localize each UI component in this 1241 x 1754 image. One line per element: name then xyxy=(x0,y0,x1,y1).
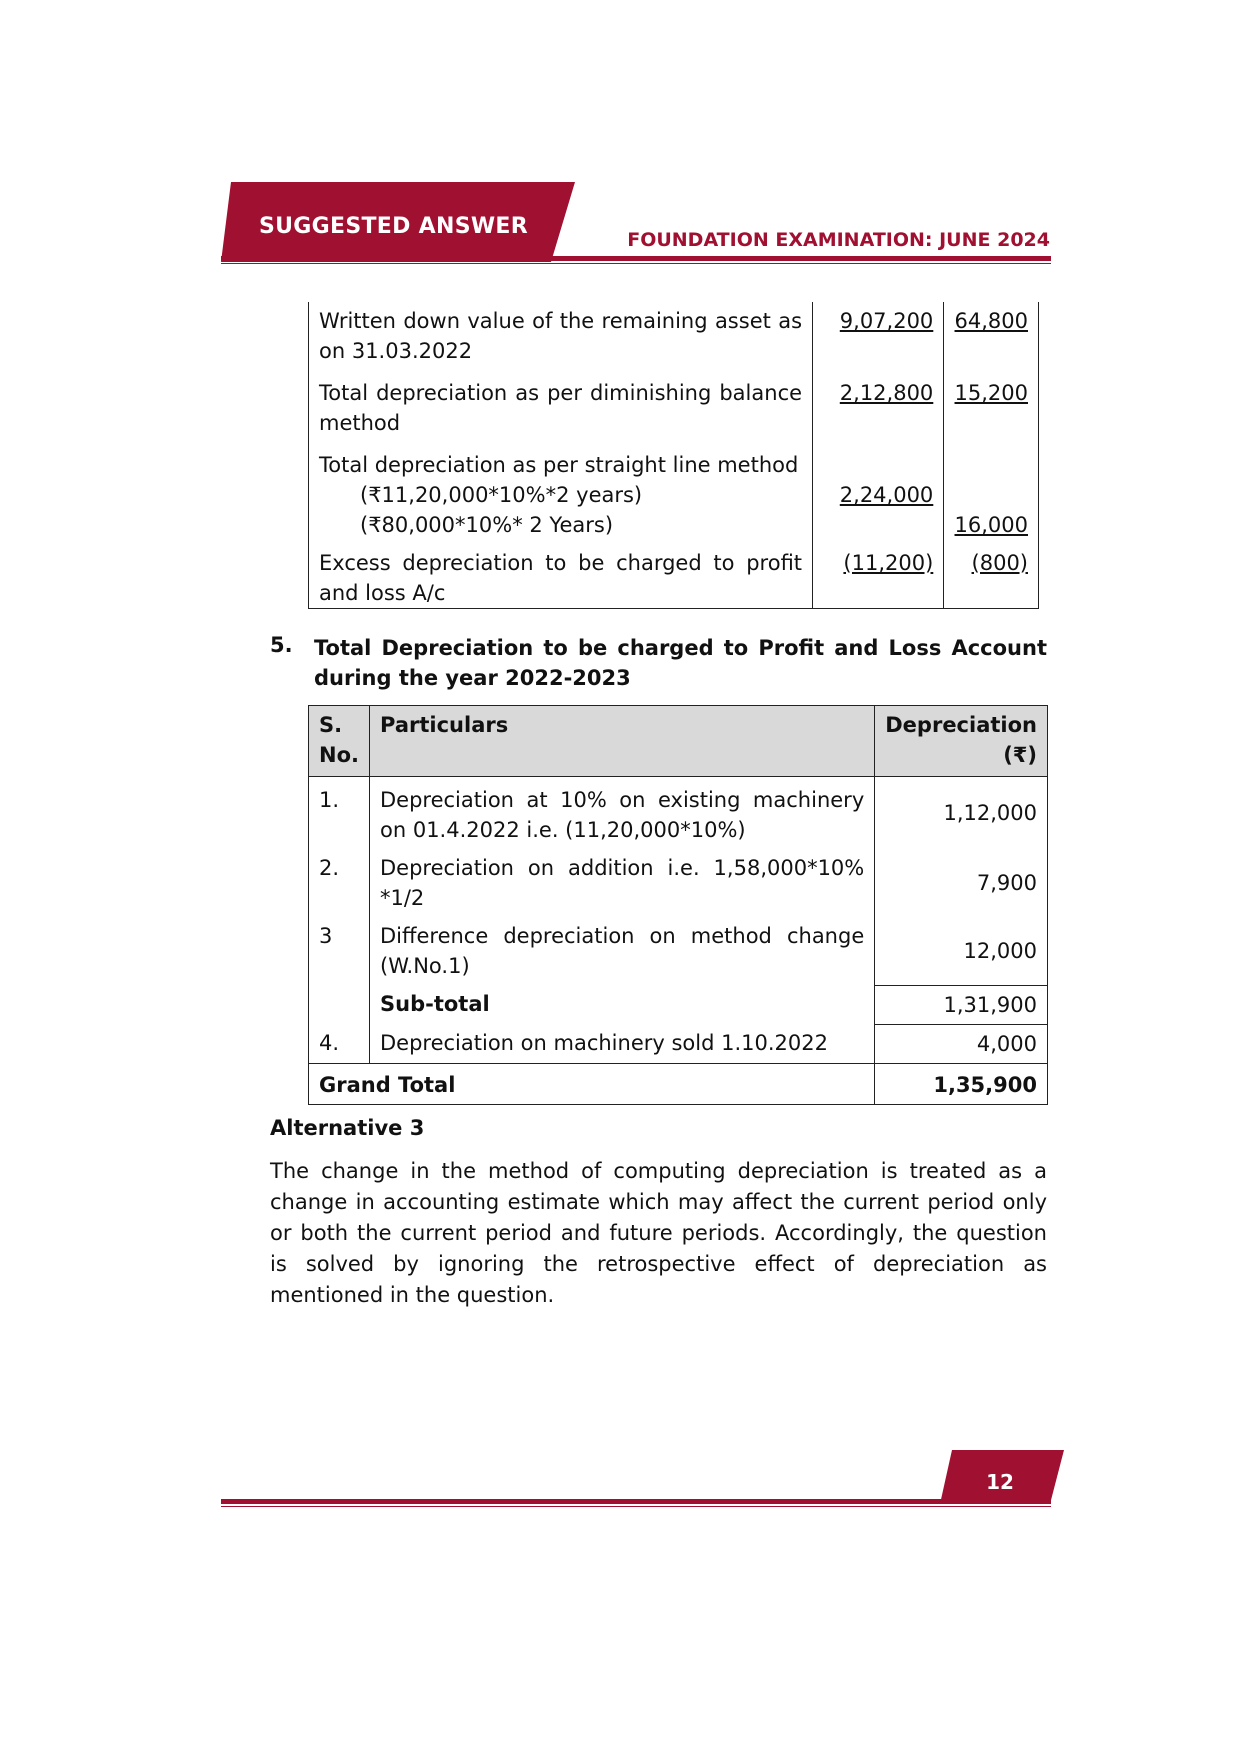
row-value-1: 2,12,800 xyxy=(839,381,934,405)
row-sno: 4. xyxy=(309,1024,370,1063)
table-header-row xyxy=(309,706,1048,777)
header-rule xyxy=(221,256,1051,261)
table-row xyxy=(309,917,1048,985)
row-label: Excess depreciation to be charged to profit and loss A/c xyxy=(309,544,813,609)
header-particulars: Particulars xyxy=(370,706,875,777)
wdv-comparison-table xyxy=(308,302,1039,609)
table-row xyxy=(309,1024,1048,1063)
row-sno: 3 xyxy=(309,917,370,985)
row-value-2: 64,800 xyxy=(954,309,1028,333)
grand-total-amount: 1,35,900 xyxy=(875,1063,1048,1104)
section-number: 5. xyxy=(270,633,293,657)
row-label: Total depreciation as per straight line method xyxy=(309,446,813,480)
footer-rule xyxy=(221,1499,1051,1504)
subtotal-amount: 1,31,900 xyxy=(875,985,1048,1024)
row-label: Total depreciation as per diminishing balance method xyxy=(309,374,813,446)
row-label: (₹11,20,000*10%*2 years) xyxy=(360,483,643,507)
table-row xyxy=(309,374,1039,446)
header-depreciation: Depreciation (₹) xyxy=(875,706,1048,777)
table-row xyxy=(309,777,1048,850)
subtotal-row xyxy=(309,985,1048,1024)
row-particular: Depreciation on addition i.e. 1,58,000*10% *1/2 xyxy=(370,849,875,917)
total-depreciation-table xyxy=(308,705,1048,1105)
section-title: Total Depreciation to be charged to Profit and Loss Account during the year 2022-2023 xyxy=(314,636,1047,690)
subtotal-label: Sub-total xyxy=(370,985,875,1024)
row-particular: Depreciation on machinery sold 1.10.2022 xyxy=(370,1024,875,1063)
row-value-1: 9,07,200 xyxy=(839,309,934,333)
header-rule-thin xyxy=(221,263,1051,264)
row-amount: 4,000 xyxy=(875,1024,1048,1063)
table-row xyxy=(309,510,1039,544)
row-value-2: 15,200 xyxy=(954,381,1028,405)
table-row xyxy=(309,302,1039,374)
grand-total-row xyxy=(309,1063,1048,1104)
row-sno: 1. xyxy=(309,777,370,850)
row-sno: 2. xyxy=(309,849,370,917)
table-row xyxy=(309,849,1048,917)
row-value-2: 16,000 xyxy=(954,513,1028,537)
header-sno: S. No. xyxy=(309,706,370,777)
row-value-2: (800) xyxy=(971,551,1028,575)
row-particular: Difference depreciation on method change (W.No.1) xyxy=(370,917,875,985)
row-amount: 7,900 xyxy=(875,849,1048,917)
row-value-1: (11,200) xyxy=(843,551,934,575)
table-row xyxy=(309,446,1039,480)
row-label: Written down value of the remaining asset as on 31.03.2022 xyxy=(309,302,813,374)
row-value-1: 2,24,000 xyxy=(839,483,934,507)
alternative-heading: Alternative 3 xyxy=(270,1116,425,1140)
page-number: 12 xyxy=(986,1470,1014,1494)
row-amount: 1,12,000 xyxy=(875,777,1048,850)
table-row xyxy=(309,544,1039,609)
row-amount: 12,000 xyxy=(875,917,1048,985)
row-label: (₹80,000*10%* 2 Years) xyxy=(360,513,614,537)
alternative-paragraph: The change in the method of computing depreciation is treated as a change in accounting estimate which may affect the current period only or both the current period and future periods. Accordingly, the question is solved by ignoring the retrospective effect of depreciation as mentioned in the question. xyxy=(270,1159,1047,1307)
row-particular: Depreciation at 10% on existing machinery on 01.4.2022 i.e. (11,20,000*10%) xyxy=(370,777,875,850)
header-tab-label: SUGGESTED ANSWER xyxy=(259,214,528,239)
exam-title: FOUNDATION EXAMINATION: JUNE 2024 xyxy=(627,229,1050,251)
footer-rule-thin xyxy=(221,1506,1051,1507)
table-row xyxy=(309,480,1039,510)
grand-total-label: Grand Total xyxy=(309,1063,875,1104)
